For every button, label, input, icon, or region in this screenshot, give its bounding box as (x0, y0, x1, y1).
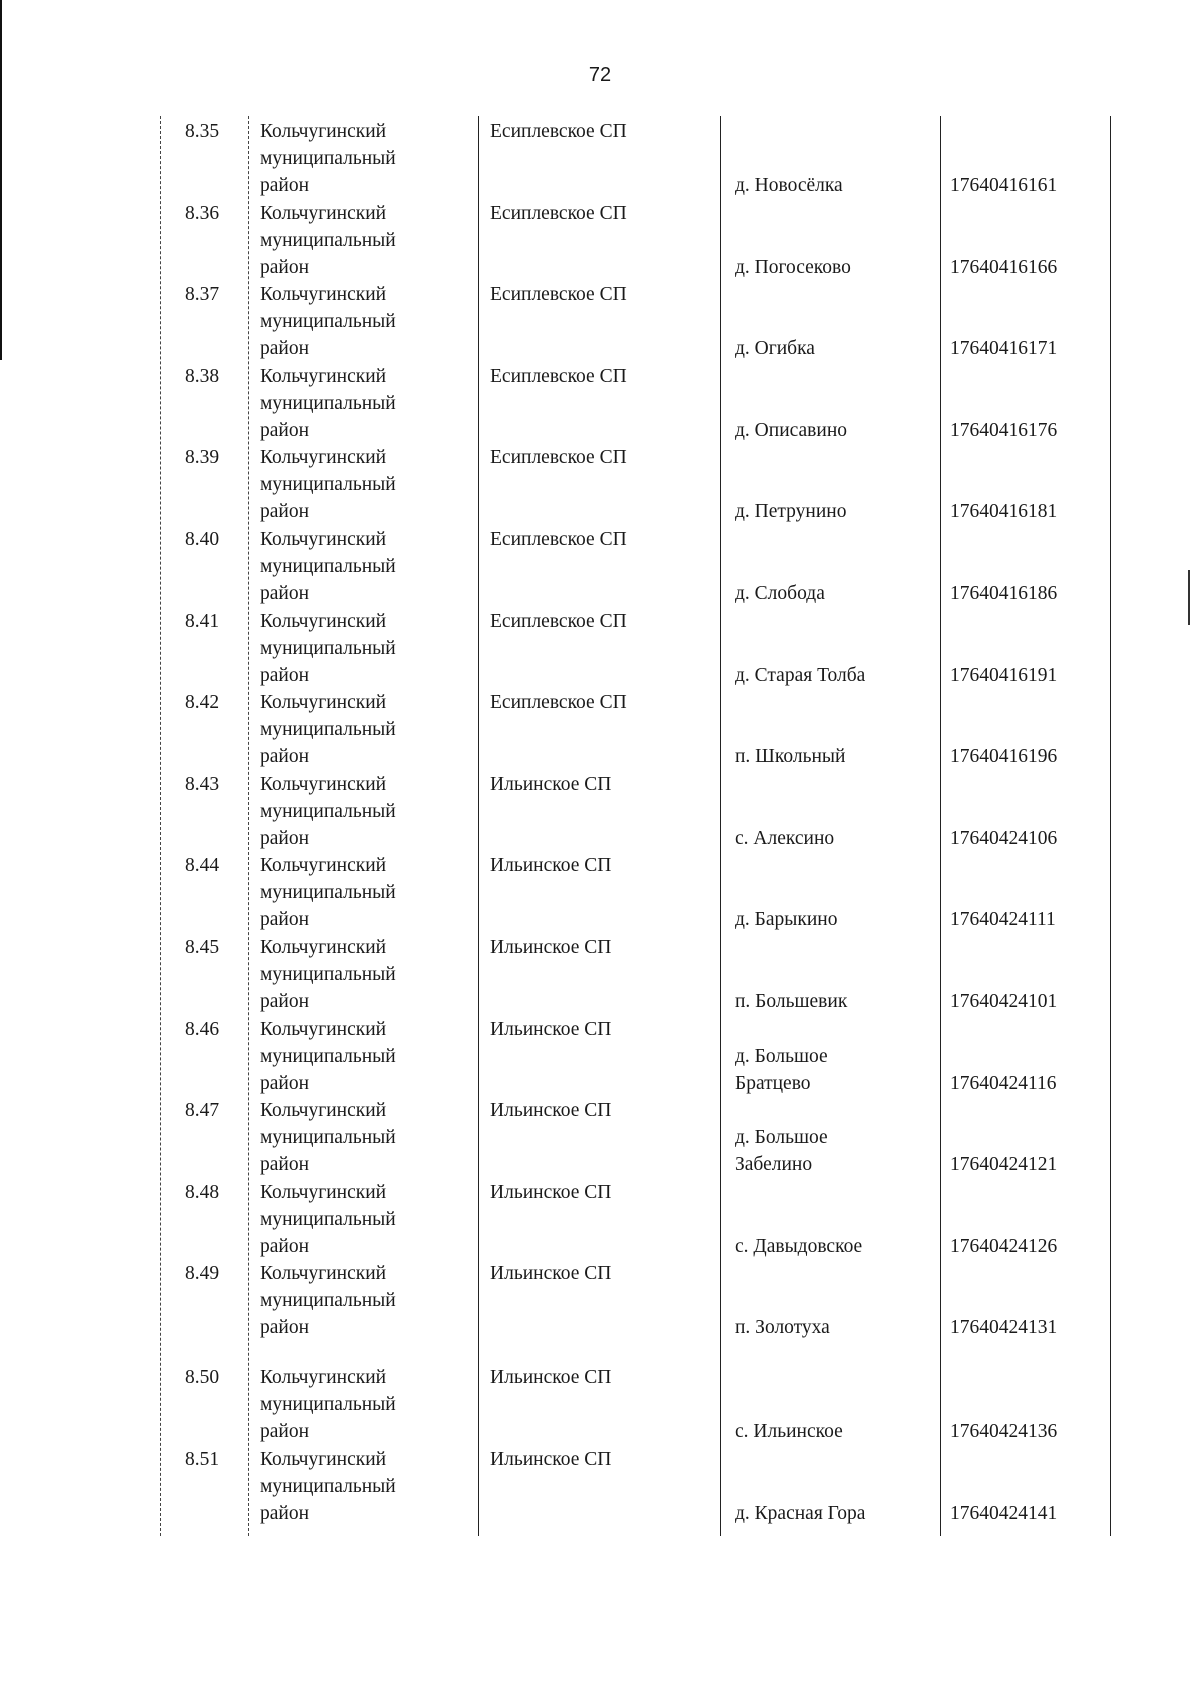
district-name-line: муниципальный (260, 1394, 396, 1415)
row-number: 8.50 (185, 1367, 220, 1388)
district-name-line: муниципальный (260, 393, 396, 414)
table-border-right (1110, 116, 1111, 1536)
oktmo-code: 17640416166 (950, 257, 1058, 278)
district-name-line: муниципальный (260, 882, 396, 903)
oktmo-code: 17640416176 (950, 420, 1058, 441)
settlement-municipality: Ильинское СП (490, 1449, 612, 1470)
table-row (150, 608, 1110, 690)
district-name-line: муниципальный (260, 801, 396, 822)
page-number: 72 (588, 64, 612, 86)
row-number: 8.40 (185, 529, 220, 550)
row-number: 8.36 (185, 203, 220, 224)
oktmo-code: 17640416186 (950, 583, 1058, 604)
district-name-line: район (260, 1317, 310, 1338)
district-name-line: район (260, 420, 310, 441)
oktmo-code: 17640424101 (950, 991, 1058, 1012)
table-row (150, 1179, 1110, 1261)
oktmo-code: 17640424106 (950, 828, 1058, 849)
table-row (150, 1446, 1110, 1528)
district-name (260, 363, 440, 444)
district-name-line: муниципальный (260, 638, 396, 659)
district-name-line: муниципальный (260, 1209, 396, 1230)
district-name (260, 118, 440, 199)
settlement-municipality: Ильинское СП (490, 1100, 612, 1121)
row-number: 8.45 (185, 937, 220, 958)
row-number: 8.46 (185, 1019, 220, 1040)
district-name (260, 1364, 440, 1445)
settlement-name: д. Погосеково (735, 257, 851, 278)
scan-edge-mark (0, 0, 2, 360)
oktmo-code: 17640424136 (950, 1421, 1058, 1442)
district-name-line: район (260, 665, 310, 686)
district-name-line: район (260, 501, 310, 522)
district-name-line: муниципальный (260, 1127, 396, 1148)
oktmo-code: 17640416181 (950, 501, 1058, 522)
district-name-line: Кольчугинский (260, 447, 387, 468)
settlement-name: д. Большое Забелино (735, 1127, 828, 1175)
settlement-municipality: Есиплевское СП (490, 611, 627, 632)
oktmo-code: 17640416196 (950, 746, 1058, 767)
settlement-name: д. Описавино (735, 420, 848, 441)
settlement-name: п. Большевик (735, 991, 848, 1012)
district-name-line: муниципальный (260, 1476, 396, 1497)
district-name-line: муниципальный (260, 474, 396, 495)
oktmo-code: 17640424111 (950, 909, 1056, 930)
district-name-line: Кольчугинский (260, 121, 387, 142)
district-name-line: муниципальный (260, 311, 396, 332)
oktmo-code: 17640416161 (950, 175, 1058, 196)
district-name-line: Кольчугинский (260, 1449, 387, 1470)
district-name-line: район (260, 1421, 310, 1442)
settlement-municipality: Ильинское СП (490, 937, 612, 958)
table-row (150, 1097, 1110, 1179)
oktmo-code: 17640424141 (950, 1503, 1058, 1524)
district-name-line: муниципальный (260, 719, 396, 740)
district-name-line: район (260, 1503, 310, 1524)
district-name (260, 934, 440, 1015)
district-name-line: Кольчугинский (260, 1367, 387, 1388)
district-name-line: Кольчугинский (260, 529, 387, 550)
district-name (260, 1016, 440, 1097)
settlement-name: д. Большое Братцево (735, 1046, 828, 1094)
table-row (150, 1260, 1110, 1342)
row-number: 8.48 (185, 1182, 220, 1203)
table-row (150, 200, 1110, 282)
settlement-name: д. Слобода (735, 583, 825, 604)
settlement-name: п. Школьный (735, 746, 846, 767)
district-name (260, 1179, 440, 1260)
district-name-line: Кольчугинский (260, 1263, 387, 1284)
district-name (260, 689, 440, 770)
settlement-municipality: Есиплевское СП (490, 529, 627, 550)
district-name-line: район (260, 338, 310, 359)
district-name (260, 526, 440, 607)
district-name-line: район (260, 175, 310, 196)
table-row (150, 934, 1110, 1016)
settlement-municipality: Ильинское СП (490, 1263, 612, 1284)
district-name-line: Кольчугинский (260, 1182, 387, 1203)
oktmo-code: 17640424121 (950, 1154, 1058, 1175)
settlement-municipality: Есиплевское СП (490, 447, 627, 468)
district-name-line: район (260, 828, 310, 849)
district-name-line: район (260, 909, 310, 930)
oktmo-code: 17640424126 (950, 1236, 1058, 1257)
table-row (150, 852, 1110, 934)
district-name (260, 281, 440, 362)
district-name (260, 200, 440, 281)
table-row (150, 689, 1110, 771)
oktmo-code: 17640424116 (950, 1073, 1057, 1094)
settlement-municipality: Ильинское СП (490, 1367, 612, 1388)
settlement-municipality: Есиплевское СП (490, 366, 627, 387)
district-name (260, 771, 440, 852)
settlement-name: д. Старая Толба (735, 665, 866, 686)
district-name-line: район (260, 1073, 310, 1094)
table-row (150, 444, 1110, 526)
district-name-line: муниципальный (260, 148, 396, 169)
district-name-line: муниципальный (260, 1046, 396, 1067)
settlement-name: д. Красная Гора (735, 1503, 866, 1524)
district-name-line: Кольчугинский (260, 366, 387, 387)
row-number: 8.35 (185, 121, 220, 142)
settlement-municipality: Есиплевское СП (490, 692, 627, 713)
district-name (260, 608, 440, 689)
settlement-name: п. Золотуха (735, 1317, 830, 1338)
district-name (260, 852, 440, 933)
table-row (150, 526, 1110, 608)
district-name (260, 1097, 440, 1178)
row-number: 8.43 (185, 774, 220, 795)
oktmo-code: 17640416191 (950, 665, 1058, 686)
district-name-line: Кольчугинский (260, 774, 387, 795)
district-name-line: муниципальный (260, 230, 396, 251)
district-name-line: Кольчугинский (260, 937, 387, 958)
district-name-line: Кольчугинский (260, 1019, 387, 1040)
district-name-line: район (260, 1236, 310, 1257)
district-name-line: Кольчугинский (260, 284, 387, 305)
district-name-line: Кольчугинский (260, 1100, 387, 1121)
table-row (150, 1364, 1110, 1446)
settlement-municipality: Ильинское СП (490, 855, 612, 876)
row-number: 8.39 (185, 447, 220, 468)
table-row (150, 771, 1110, 853)
district-name-line: Кольчугинский (260, 203, 387, 224)
district-name-line: район (260, 583, 310, 604)
district-name (260, 1446, 440, 1527)
settlement-municipality: Ильинское СП (490, 1182, 612, 1203)
district-name-line: район (260, 991, 310, 1012)
district-name (260, 1260, 440, 1341)
table-row (150, 281, 1110, 363)
district-name-line: район (260, 1154, 310, 1175)
row-number: 8.38 (185, 366, 220, 387)
district-name-line: муниципальный (260, 1290, 396, 1311)
table-row (150, 1016, 1110, 1098)
settlement-name: с. Алексино (735, 828, 835, 849)
district-name-line: Кольчугинский (260, 855, 387, 876)
district-name-line: муниципальный (260, 964, 396, 985)
district-name-line: Кольчугинский (260, 692, 387, 713)
settlement-municipality: Есиплевское СП (490, 203, 627, 224)
settlement-name: д. Огибка (735, 338, 815, 359)
oktmo-code: 17640416171 (950, 338, 1058, 359)
settlement-name: с. Ильинское (735, 1421, 843, 1442)
settlement-name: с. Давыдовское (735, 1236, 863, 1257)
district-name-line: район (260, 257, 310, 278)
settlement-name: д. Барыкино (735, 909, 838, 930)
settlement-municipality: Есиплевское СП (490, 284, 627, 305)
row-number: 8.51 (185, 1449, 220, 1470)
row-number: 8.41 (185, 611, 220, 632)
table-row (150, 118, 1110, 200)
scan-mark-right (1188, 570, 1190, 625)
oktmo-code: 17640424131 (950, 1317, 1058, 1338)
row-number: 8.49 (185, 1263, 220, 1284)
row-number: 8.44 (185, 855, 220, 876)
district-name-line: Кольчугинский (260, 611, 387, 632)
district-name (260, 444, 440, 525)
district-name-line: район (260, 746, 310, 767)
row-number: 8.42 (185, 692, 220, 713)
settlement-municipality: Есиплевское СП (490, 121, 627, 142)
row-number: 8.37 (185, 284, 220, 305)
row-number: 8.47 (185, 1100, 220, 1121)
settlement-name: д. Петрунино (735, 501, 847, 522)
settlement-name: д. Новосёлка (735, 175, 843, 196)
district-name-line: муниципальный (260, 556, 396, 577)
settlement-municipality: Ильинское СП (490, 1019, 612, 1040)
table-row (150, 363, 1110, 445)
settlement-municipality: Ильинское СП (490, 774, 612, 795)
